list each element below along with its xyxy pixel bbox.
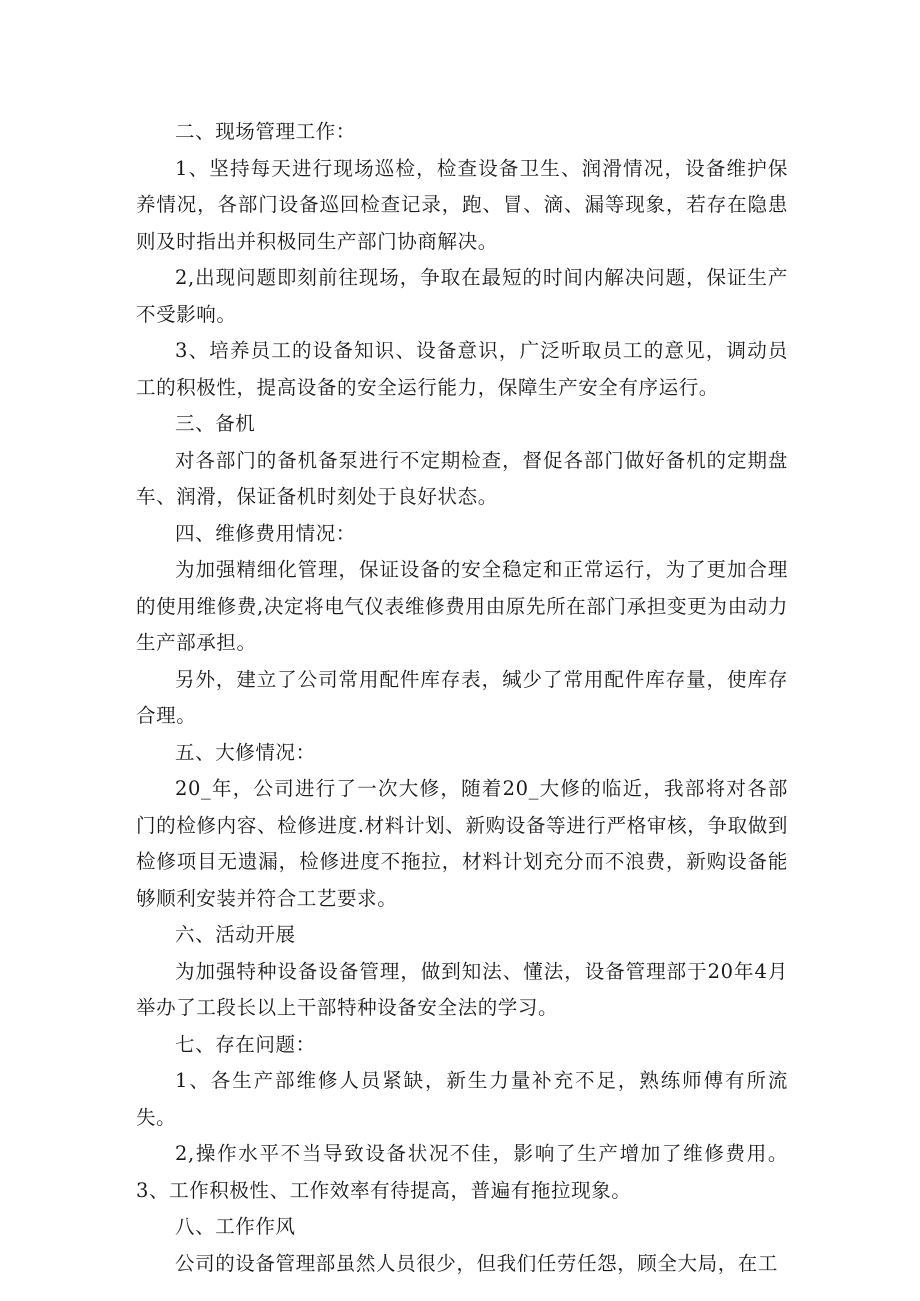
- document-body: [136, 114, 788, 1282]
- paragraph-work-style: 公司的设备管理部虽然人员很少，但我们任劳任怨，顾全大局，在工: [175, 1251, 779, 1275]
- paragraph-staff-training: 3、培养员工的设备知识、设备意识，广泛听取员工的意见，调动员工的积极性，提高设备的安全运行能力，保障生产安全有序运行。: [136, 339, 788, 399]
- paragraph-daily-inspection: 1、坚持每天进行现场巡检，检查设备卫生、润滑情况，设备维护保养情况，各部门设备巡回检查记录，跑、冒、滴、漏等现象，若存在隐患则及时指出并积极同生产部门协商解决。: [136, 156, 788, 253]
- section-heading-overhaul: 五、大修情况：: [175, 740, 316, 764]
- paragraph-operation-issues: 2,操作水平不当导致设备状况不佳，影响了生产增加了维修费用。3、工作积极性、工作效率有待提高，普遍有拖拉现象。: [136, 1142, 788, 1202]
- section-heading-existing-problems: 七、存在问题：: [175, 1032, 316, 1056]
- paragraph-problem-response: 2,出现问题即刻前往现场，争取在最短的时间内解决问题，保证生产不受影响。: [136, 266, 788, 326]
- paragraph-special-equipment-training: 为加强特种设备设备管理，做到知法、懂法，设备管理部于20年4月举办了工段长以上干部特种设备安全法的学习。: [136, 959, 788, 1019]
- paragraph-staff-shortage: 1、各生产部维修人员紧缺，新生力量补充不足，熟练师傅有所流失。: [136, 1069, 788, 1129]
- paragraph-spare-parts: 另外，建立了公司常用配件库存表，缄少了常用配件库存量，使库存合理。: [136, 667, 788, 727]
- section-heading-standby-machines: 三、备机: [175, 412, 256, 435]
- section-heading-work-style: 八、工作作风: [175, 1215, 296, 1238]
- paragraph-cost-management: 为加强精细化管理，保证设备的安全稳定和正常运行，为了更加合理的使用维修费,决定将电气仪表维修费用由原先所在部门承担变更为由动力生产部承担。: [136, 558, 788, 654]
- section-heading-site-management: 二、现场管理工作：: [175, 120, 356, 143]
- paragraph-overhaul-plan: 20_年，公司进行了一次大修，随着20_大修的临近，我部将对各部门的检修内容、检修进度.材料计划、新购设备等进行严格审核，争取做到检修项目无遗漏，检修进度不拖拉，材料计划充分而不浪费，新购设备能够顺利安装并符合工艺要求。: [136, 777, 788, 910]
- section-heading-activities: 六、活动开展: [175, 923, 296, 946]
- section-heading-maintenance-costs: 四、维修费用情况：: [175, 521, 356, 545]
- paragraph-standby-inspection: 对各部门的备机备泵进行不定期检查，督促各部门做好备机的定期盘车、润滑，保证备机时刻处于良好状态。: [136, 448, 788, 508]
